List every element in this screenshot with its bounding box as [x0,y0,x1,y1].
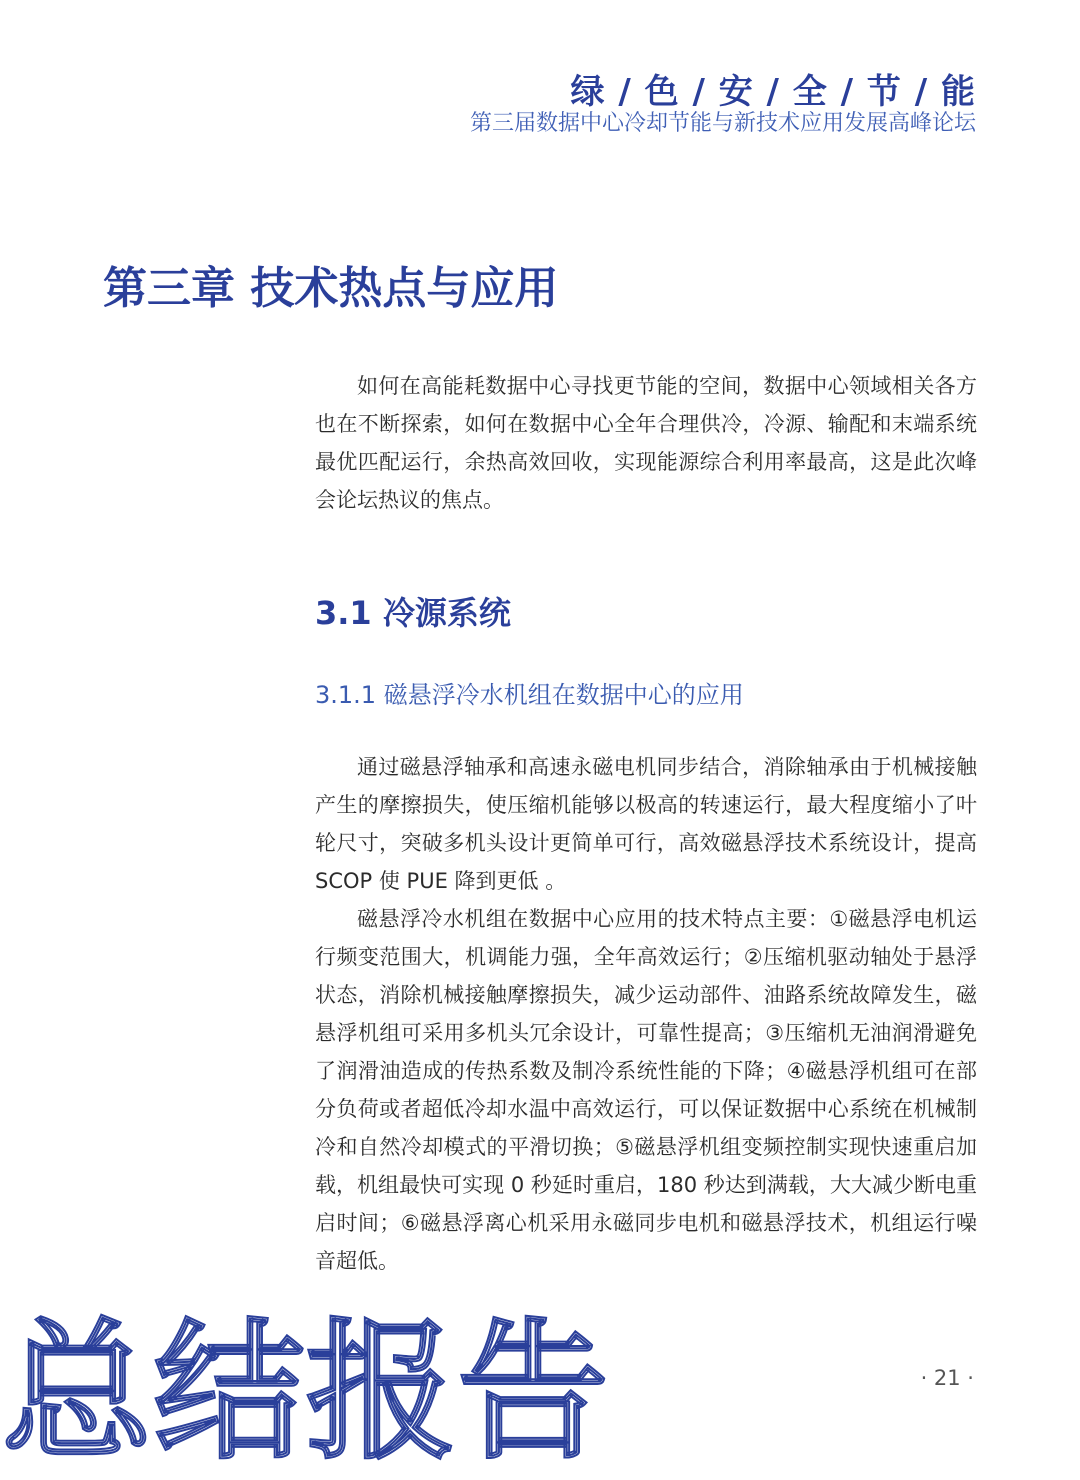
section-title: 3.1 冷源系统 [315,594,511,632]
body-paragraph: 通过磁悬浮轴承和高速永磁电机同步结合，消除轴承由于机械接触产生的摩擦损失，使压缩机能够以极高的转速运行，最大程度缩小了叶轮尺寸，突破多机头设计更简单可行，高效磁悬浮技术系统设计，提高 SCOP 使 PUE 降到更低 。 [315,755,977,893]
subsection-title: 3.1.1 磁悬浮冷水机组在数据中心的应用 [315,681,744,709]
page-number: · 21 · [920,1366,974,1390]
header-slogan: 绿 / 色 / 安 / 全 / 节 / 能 [570,72,976,112]
chapter-title: 第三章 技术热点与应用 [103,263,559,314]
section-body [315,748,977,1280]
chapter-intro-paragraph: 如何在高能耗数据中心寻找更节能的空间，数据中心领域相关各方也在不断探索，如何在数据中心全年合理供冷，冷源、输配和末端系统最优匹配运行，余热高效回收，实现能源综合利用率最高，这是此次峰会论坛热议的焦点。 [315,374,977,512]
footer-watermark: 总结报告 [2,1306,611,1480]
header-forum-name: 第三届数据中心冷却节能与新技术应用发展高峰论坛 [469,111,976,136]
body-paragraph: 磁悬浮冷水机组在数据中心应用的技术特点主要：①磁悬浮电机运行频变范围大，机调能力强，全年高效运行；②压缩机驱动轴处于悬浮状态，消除机械接触摩擦损失，减少运动部件、油路系统故障发生，磁悬浮机组可采用多机头冗余设计，可靠性提高；③压缩机无油润滑避免了润滑油造成的传热系数及制冷系统性能的下降；④磁悬浮机组可在部分负荷或者超低冷却水温中高效运行，可以保证数据中心系统在机械制冷和自然冷却模式的平滑切换；⑤磁悬浮机组变频控制实现快速重启加载，机组最快可实现 0 秒延时重启，180 秒达到满载，大大减少断电重启时间；⑥磁悬浮离心机采用永磁同步电机和磁悬浮技术，机组运行噪音超低。 [315,907,977,1273]
